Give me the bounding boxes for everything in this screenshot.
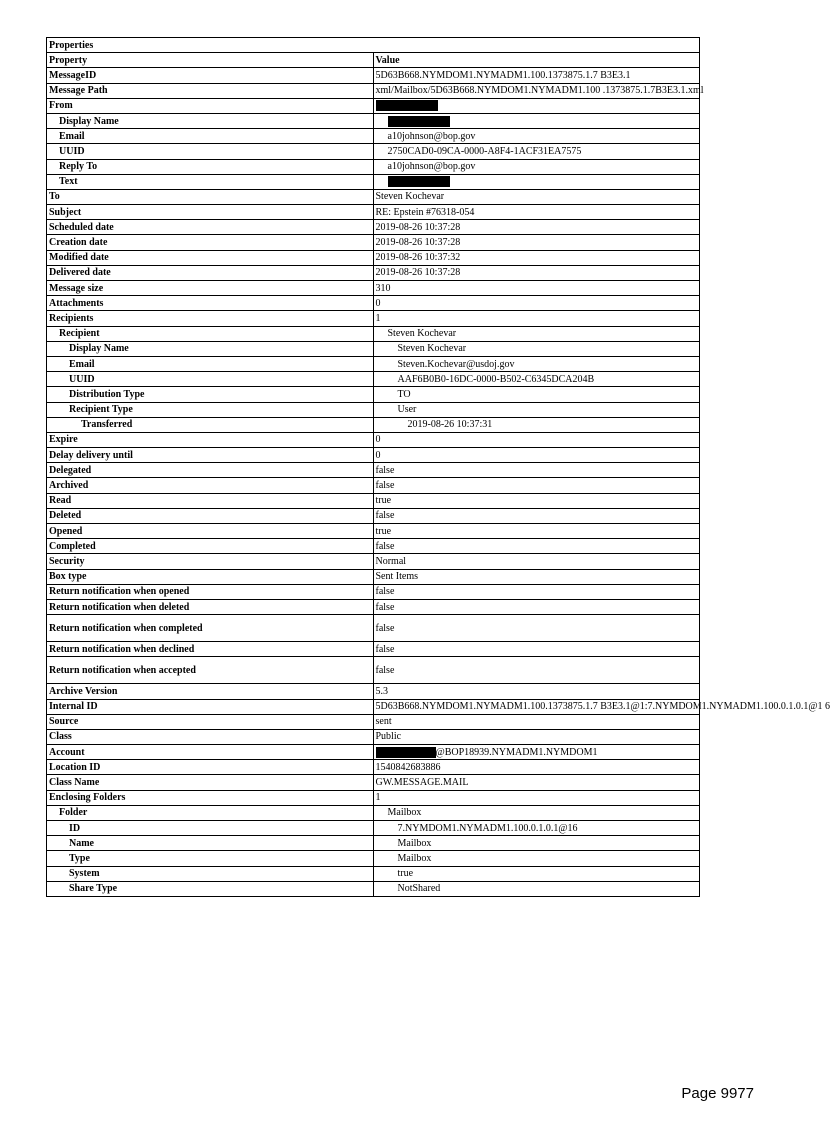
table-row xyxy=(47,599,700,614)
row-value: AAF6B0B0-16DC-0000-B502-C6345DCA204B xyxy=(373,372,700,387)
row-label: Creation date xyxy=(47,235,374,250)
row-label: Recipient xyxy=(47,326,374,341)
row-label: Modified date xyxy=(47,250,374,265)
table-row xyxy=(47,584,700,599)
row-label: Expire xyxy=(47,432,374,447)
row-value: 5D63B668.NYMDOM1.NYMADM1.100.1373875.1.7 B3E3.1 xyxy=(373,68,700,83)
row-label: To xyxy=(47,189,374,204)
row-label: Display Name xyxy=(47,113,374,128)
table-row xyxy=(47,745,700,760)
table-row xyxy=(47,296,700,311)
table-row xyxy=(47,205,700,220)
col-header-value: Value xyxy=(373,53,700,68)
table-row xyxy=(47,729,700,744)
row-value: a10johnson@bop.gov xyxy=(373,129,700,144)
row-label: System xyxy=(47,866,374,881)
row-value: 0 xyxy=(373,432,700,447)
row-value: 5D63B668.NYMDOM1.NYMADM1.100.1373875.1.7 B3E3.1@1:7.NYMDOM1.NYMADM1.100.0.1.0.1@1 6 xyxy=(373,699,700,714)
table-row xyxy=(47,615,700,642)
row-value: false xyxy=(373,584,700,599)
table-row xyxy=(47,129,700,144)
table-row xyxy=(47,642,700,657)
row-label: Display Name xyxy=(47,341,374,356)
table-row xyxy=(47,220,700,235)
row-label: Transferred xyxy=(47,417,374,432)
row-value: Steven Kochevar xyxy=(373,189,700,204)
table-row xyxy=(47,448,700,463)
row-value: false xyxy=(373,478,700,493)
row-value: false xyxy=(373,539,700,554)
row-label: Distribution Type xyxy=(47,387,374,402)
row-value: false xyxy=(373,508,700,523)
row-value: 1 xyxy=(373,311,700,326)
row-value: a10johnson@bop.gov xyxy=(373,159,700,174)
row-label: Return notification when completed xyxy=(47,615,374,642)
table-row xyxy=(47,805,700,820)
row-value: Normal xyxy=(373,554,700,569)
table-row xyxy=(47,417,700,432)
row-label: Share Type xyxy=(47,881,374,896)
row-value: 2750CAD0-09CA-0000-A8F4-1ACF31EA7575 xyxy=(373,144,700,159)
row-value: GW.MESSAGE.MAIL xyxy=(373,775,700,790)
row-label: Text xyxy=(47,174,374,189)
table-title-row xyxy=(47,38,700,53)
table-row xyxy=(47,144,700,159)
row-value: 2019-08-26 10:37:28 xyxy=(373,220,700,235)
row-value: 2019-08-26 10:37:28 xyxy=(373,265,700,280)
row-label: Attachments xyxy=(47,296,374,311)
row-label: Location ID xyxy=(47,760,374,775)
table-row xyxy=(47,402,700,417)
row-value: xml/Mailbox/5D63B668.NYMDOM1.NYMADM1.100 .1373875.1.7B3E3.1.xml xyxy=(373,83,700,98)
row-value: true xyxy=(373,866,700,881)
table-row xyxy=(47,684,700,699)
row-label: ID xyxy=(47,821,374,836)
table-row xyxy=(47,189,700,204)
table-row xyxy=(47,539,700,554)
table-row xyxy=(47,821,700,836)
table-row xyxy=(47,113,700,128)
row-label: Account xyxy=(47,745,374,760)
row-label: Subject xyxy=(47,205,374,220)
row-label: Delay delivery until xyxy=(47,448,374,463)
row-value: true xyxy=(373,493,700,508)
row-label: Message size xyxy=(47,281,374,296)
properties-table xyxy=(46,37,830,897)
row-value: Public xyxy=(373,729,700,744)
table-row xyxy=(47,250,700,265)
table-row xyxy=(47,83,700,98)
row-value: Sent Items xyxy=(373,569,700,584)
account-domain: @BOP18939.NYMADM1.NYMDOM1 xyxy=(435,746,598,758)
row-value: Steven Kochevar xyxy=(373,341,700,356)
row-label: Internal ID xyxy=(47,699,374,714)
col-header-property: Property xyxy=(47,53,374,68)
table-row xyxy=(47,760,700,775)
row-value: false xyxy=(373,615,700,642)
table-row xyxy=(47,98,700,113)
row-label: Message Path xyxy=(47,83,374,98)
table-row xyxy=(47,478,700,493)
row-label: Reply To xyxy=(47,159,374,174)
row-value: false xyxy=(373,642,700,657)
row-value: NotShared xyxy=(373,881,700,896)
row-value: 0 xyxy=(373,448,700,463)
row-label: Email xyxy=(47,129,374,144)
table-row xyxy=(47,699,700,714)
row-label: Class Name xyxy=(47,775,374,790)
table-row xyxy=(47,569,700,584)
row-label: Completed xyxy=(47,539,374,554)
row-label: Return notification when accepted xyxy=(47,657,374,684)
row-label: Folder xyxy=(47,805,374,820)
row-label: Scheduled date xyxy=(47,220,374,235)
row-label: Recipients xyxy=(47,311,374,326)
table-row xyxy=(47,356,700,371)
row-value: RE: Epstein #76318-054 xyxy=(373,205,700,220)
row-label: UUID xyxy=(47,144,374,159)
table-row xyxy=(47,326,700,341)
row-value: Mailbox xyxy=(373,805,700,820)
row-value: 2019-08-26 10:37:28 xyxy=(373,235,700,250)
table-title: Properties xyxy=(47,38,700,53)
row-value: true xyxy=(373,524,700,539)
table-row xyxy=(47,866,700,881)
row-label: Box type xyxy=(47,569,374,584)
table-row xyxy=(47,881,700,896)
row-label: From xyxy=(47,98,374,113)
redaction-block xyxy=(376,747,436,758)
row-value: Mailbox xyxy=(373,836,700,851)
row-label: Email xyxy=(47,356,374,371)
table-row xyxy=(47,265,700,280)
row-label: Return notification when deleted xyxy=(47,599,374,614)
row-label: Recipient Type xyxy=(47,402,374,417)
table-row xyxy=(47,775,700,790)
row-label: Deleted xyxy=(47,508,374,523)
redaction-block xyxy=(388,176,450,187)
row-value: 2019-08-26 10:37:31 xyxy=(373,417,700,432)
table-row xyxy=(47,159,700,174)
row-label: Opened xyxy=(47,524,374,539)
row-label: Enclosing Folders xyxy=(47,790,374,805)
row-value: 310 xyxy=(373,281,700,296)
row-value: Steven.Kochevar@usdoj.gov xyxy=(373,356,700,371)
row-value: 0 xyxy=(373,296,700,311)
table-row xyxy=(47,174,700,189)
row-value: false xyxy=(373,657,700,684)
row-label: Name xyxy=(47,836,374,851)
row-value: 2019-08-26 10:37:32 xyxy=(373,250,700,265)
table-row xyxy=(47,508,700,523)
table-row xyxy=(47,387,700,402)
row-label: Security xyxy=(47,554,374,569)
table-row xyxy=(47,68,700,83)
table-row xyxy=(47,851,700,866)
row-value: 7.NYMDOM1.NYMADM1.100.0.1.0.1@16 xyxy=(373,821,700,836)
row-value xyxy=(373,113,700,128)
row-label: Read xyxy=(47,493,374,508)
row-label: Archived xyxy=(47,478,374,493)
row-value: Mailbox xyxy=(373,851,700,866)
table-row xyxy=(47,281,700,296)
table-row xyxy=(47,463,700,478)
row-value: Steven Kochevar xyxy=(373,326,700,341)
row-value: false xyxy=(373,599,700,614)
redaction-block xyxy=(388,116,450,127)
row-label: Source xyxy=(47,714,374,729)
row-value: TO xyxy=(373,387,700,402)
table-row xyxy=(47,836,700,851)
row-label: Return notification when opened xyxy=(47,584,374,599)
row-value: 1 xyxy=(373,790,700,805)
row-label: Delivered date xyxy=(47,265,374,280)
table-row xyxy=(47,235,700,250)
row-label: Class xyxy=(47,729,374,744)
redaction-block xyxy=(376,100,438,111)
row-value: sent xyxy=(373,714,700,729)
row-value xyxy=(373,174,700,189)
table-row xyxy=(47,372,700,387)
table-row xyxy=(47,657,700,684)
table-header-row xyxy=(47,53,700,68)
table-row xyxy=(47,524,700,539)
row-label: UUID xyxy=(47,372,374,387)
table-row xyxy=(47,432,700,447)
table-row xyxy=(47,311,700,326)
table-row xyxy=(47,554,700,569)
table-row xyxy=(47,790,700,805)
page-number: Page 9977 xyxy=(681,1085,754,1102)
row-label: Type xyxy=(47,851,374,866)
row-value: 1540842683886 xyxy=(373,760,700,775)
table-row xyxy=(47,493,700,508)
row-label: Archive Version xyxy=(47,684,374,699)
row-value: User xyxy=(373,402,700,417)
table-row xyxy=(47,341,700,356)
row-label: Delegated xyxy=(47,463,374,478)
row-value xyxy=(373,745,700,760)
row-value: false xyxy=(373,463,700,478)
row-value: 5.3 xyxy=(373,684,700,699)
row-label: Return notification when declined xyxy=(47,642,374,657)
row-label: MessageID xyxy=(47,68,374,83)
row-value xyxy=(373,98,700,113)
table-row xyxy=(47,714,700,729)
